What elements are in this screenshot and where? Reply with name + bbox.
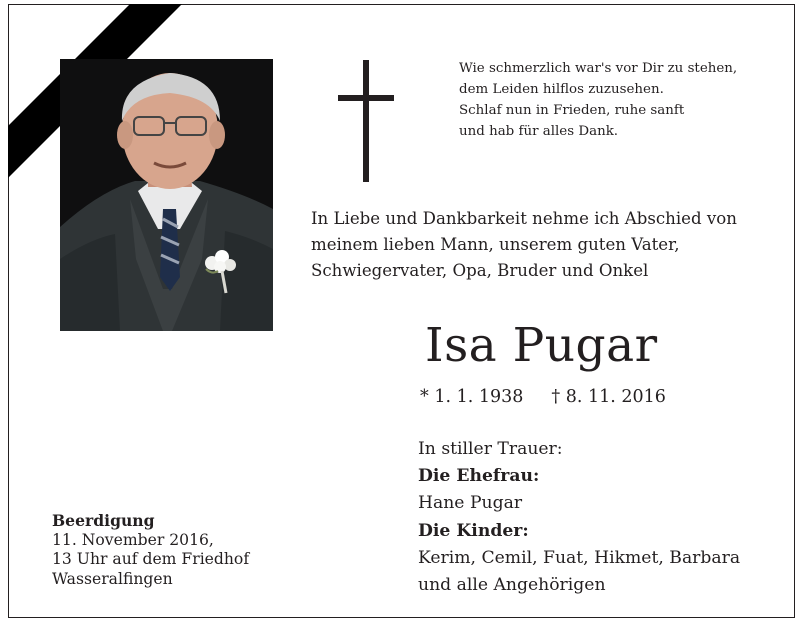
- death-date: † 8. 11. 2016: [551, 387, 666, 407]
- spouse-name: Hane Pugar: [418, 493, 523, 514]
- birth-date: * 1. 1. 1938: [420, 387, 524, 407]
- funeral-line: 11. November 2016,: [52, 530, 214, 549]
- farewell-line: meinem lieben Mann, unserem guten Vater,: [311, 235, 680, 254]
- funeral-heading: Beerdigung: [52, 511, 155, 530]
- farewell-text: [311, 206, 737, 284]
- funeral-info: [52, 511, 249, 589]
- children-names: Kerim, Cemil, Fuat, Hikmet, Barbara: [418, 547, 741, 568]
- spouse-label: Die Ehefrau:: [418, 466, 540, 487]
- latin-cross-icon: [336, 60, 396, 182]
- deceased-name: Isa Pugar: [425, 318, 658, 373]
- poem: [459, 58, 737, 142]
- farewell-line: Schwiegervater, Opa, Bruder und Onkel: [311, 261, 649, 280]
- funeral-line: Wasseralfingen: [52, 569, 173, 588]
- mourners-list: [418, 436, 740, 599]
- portrait-photo: [60, 59, 273, 331]
- other-relatives: und alle Angehörigen: [418, 575, 606, 596]
- poem-line: Wie schmerzlich war's vor Dir zu stehen,: [459, 61, 738, 76]
- children-label: Die Kinder:: [418, 520, 529, 541]
- farewell-line: In Liebe und Dankbarkeit nehme ich Abschied von: [311, 209, 737, 228]
- funeral-line: 13 Uhr auf dem Friedhof: [52, 550, 250, 568]
- poem-line: Schlaf nun in Frieden, ruhe sanft: [459, 103, 685, 118]
- poem-line: und hab für alles Dank.: [459, 124, 619, 139]
- boutonniere-icon: [198, 245, 246, 295]
- mourners-heading: In stiller Trauer:: [418, 439, 563, 459]
- poem-line: dem Leiden hilflos zuzusehen.: [459, 82, 664, 97]
- life-dates: [420, 384, 666, 410]
